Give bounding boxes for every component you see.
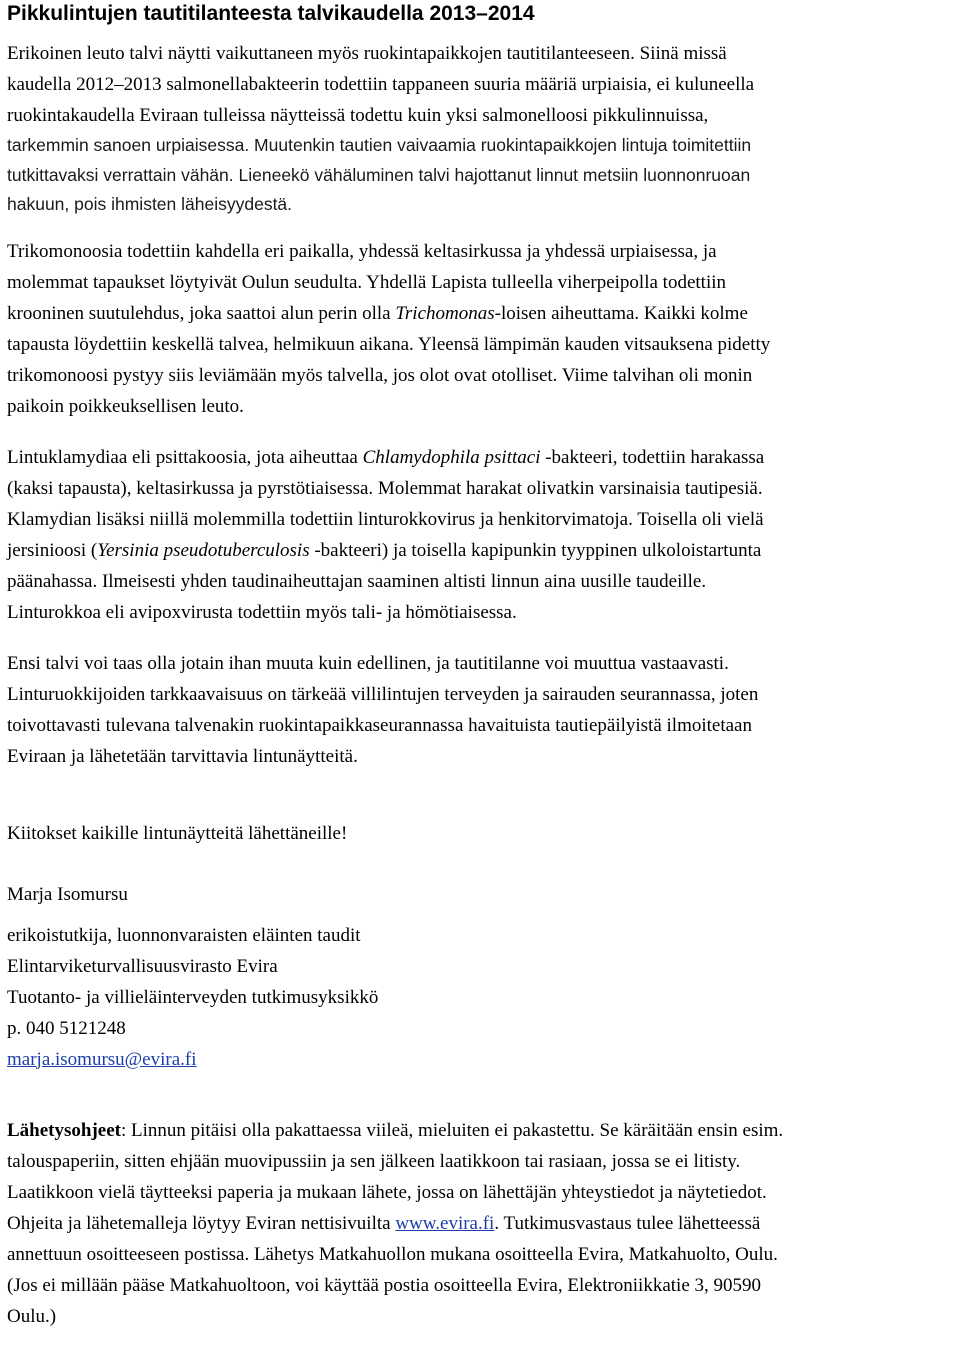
text-line (7, 1208, 957, 1239)
evira-website-link[interactable]: www.evira.fi (395, 1212, 495, 1234)
author-name: Marja Isomursu (7, 883, 128, 905)
intro-paragraph (7, 38, 957, 220)
text-line: Ensi talvi voi taas olla jotain ihan muuta kuin edellinen, ja tautitilanne voi muuttua vastaavasti. (7, 652, 729, 674)
text-line: Eviraan ja lähetetään tarvittavia lintunäytteitä. (7, 745, 358, 767)
text-run: -loisen aiheuttama. Kaikki kolme (494, 302, 748, 324)
text-line: Oulu.) (7, 1305, 57, 1327)
text-line: hakuun, pois ihmisten läheisyydestä. (7, 194, 293, 214)
text-line (7, 1115, 957, 1146)
text-line: Linturuokkijoiden tarkkaavaisuus on tärkeää villilintujen terveyden ja sairauden seurannassa, joten (7, 683, 759, 705)
thanks-line: Kiitokset kaikille lintunäytteitä lähettäneille! (7, 822, 348, 844)
text-run: . Tutkimusvastaus tulee lähetteessä (494, 1212, 761, 1234)
text-run: jersinioosi ( (7, 539, 98, 561)
text-line: Trikomonoosia todettiin kahdella eri paikalla, yhdessä keltasirkussa ja yhdessä urpiaisessa, ja (7, 240, 717, 262)
author-unit: Tuotanto- ja villieläinterveyden tutkimusyksikkö (7, 986, 379, 1008)
text-line: Erikoinen leuto talvi näytti vaikuttaneen myös ruokintapaikkojen tautitilanteeseen. Siinä missä (7, 43, 727, 64)
text-run: -bakteeri) ja toisella kapipunkin tyyppinen ulkoloistartunta (309, 539, 762, 561)
chlamydia-paragraph (7, 442, 957, 628)
author-phone: p. 040 5121248 (7, 1017, 126, 1039)
text-line (7, 535, 957, 566)
text-line: tapausta löydettiin keskellä talvea, helmikuun aikana. Yleensä lämpimän kauden vitsauksena pidetty (7, 333, 771, 355)
text-line: annettuun osoitteeseen postissa. Lähetys Matkahuollon mukana osoitteella Evira, Matkahuolto, Oulu. (7, 1243, 778, 1265)
species-name: Trichomonas (395, 302, 495, 324)
text-run: : Linnun pitäisi olla pakattaessa viileä, mieluiten ei pakastettu. Se käräitään ensin esim. (120, 1119, 784, 1141)
text-line: tutkittavaksi verrattain vähän. Lieneekö vähäluminen talvi hajottanut linnut metsiin luonnonruoan (7, 164, 751, 185)
text-line: Laatikkoon vielä täytteeksi paperia ja mukaan lähete, jossa on lähettäjän yhteystiedot ja näytetiedot. (7, 1181, 767, 1203)
author-email-link[interactable]: marja.isomursu@evira.fi (7, 1048, 197, 1070)
author-email-line (7, 1044, 957, 1075)
text-line (7, 298, 957, 329)
instructions-label: Lähetysohjeet (7, 1119, 121, 1141)
text-run: krooninen suutulehdus, joka saattoi alun perin olla (7, 302, 396, 324)
text-run: Lintuklamydiaa eli psittakoosia, jota aiheuttaa (7, 446, 363, 468)
text-line: päänahassa. Ilmeisesti yhden taudinaiheuttajan saaminen altisti linnun aina uusille taudeille. (7, 570, 707, 592)
text-line: toivottavasti tulevana talvenakin ruokintapaikkaseurannassa havaituista tautiepäilyistä ilmoitetaan (7, 714, 752, 736)
author-role: erikoistutkija, luonnonvaraisten eläinten taudit (7, 924, 361, 946)
text-line: molemmat tapaukset löytyivät Oulun seudulta. Yhdellä Lapista tulleella viherpeipolla todettiin (7, 271, 727, 293)
document-title: Pikkulintujen tautitilanteesta talvikaudella 2013–2014 (7, 2, 535, 25)
text-line: trikomonoosi pystyy siis leviämään myös talvella, jos olot ovat otolliset. Viime talvihan oli monin (7, 364, 753, 386)
text-line: (Jos ei millään pääse Matkahuoltoon, voi käyttää postia osoitteella Evira, Elektroniikkatie 3, 90590 (7, 1274, 762, 1296)
species-name: Yersinia pseudotuberculosis (97, 539, 310, 561)
text-line: paikoin poikkeuksellisen leuto. (7, 395, 244, 417)
text-line: ruokintakaudella Eviraan tulleissa näytteissä todettu kuin yksi salmonelloosi pikkulinnuissa, (7, 105, 709, 126)
signature-block (7, 879, 957, 1075)
text-line: Linturokkoa eli avipoxvirusta todettiin myös tali- ja hömötiaisessa. (7, 601, 517, 623)
author-organization: Elintarviketurvallisuusvirasto Evira (7, 955, 278, 977)
text-line (7, 442, 957, 473)
text-line: kaudella 2012–2013 salmonellabakteerin todettiin tappaneen suuria määriä urpiaisia, ei kuluneella (7, 74, 755, 95)
text-run: -bakteeri, todettiin harakassa (540, 446, 765, 468)
text-line: talouspaperiin, sitten ehjään muovipussiin ja sen jälkeen laatikkoon tai rasiaan, jossa se ei litisty. (7, 1150, 741, 1172)
species-name: Chlamydophila psittaci (362, 446, 541, 468)
text-line: tarkemmin sanoen urpiaisessa. Muutenkin tautien vaivaamia ruokintapaikkojen lintuja toimitettiin (7, 135, 752, 155)
shipping-instructions (7, 1115, 957, 1332)
text-line: Klamydian lisäksi niillä molemmilla todettiin linturokkovirus ja henkitorvimatoja. Toisella oli vielä (7, 508, 764, 530)
text-run: Ohjeita ja lähetemalleja löytyy Eviran nettisivuilta (7, 1212, 396, 1234)
document-page (7, 0, 957, 1332)
trichomonosis-paragraph (7, 236, 957, 422)
text-line: (kaksi tapausta), keltasirkussa ja pyrstötiaisessa. Molemmat harakat olivatkin varsinaisia tautipesiä. (7, 477, 763, 499)
outlook-paragraph (7, 648, 957, 772)
